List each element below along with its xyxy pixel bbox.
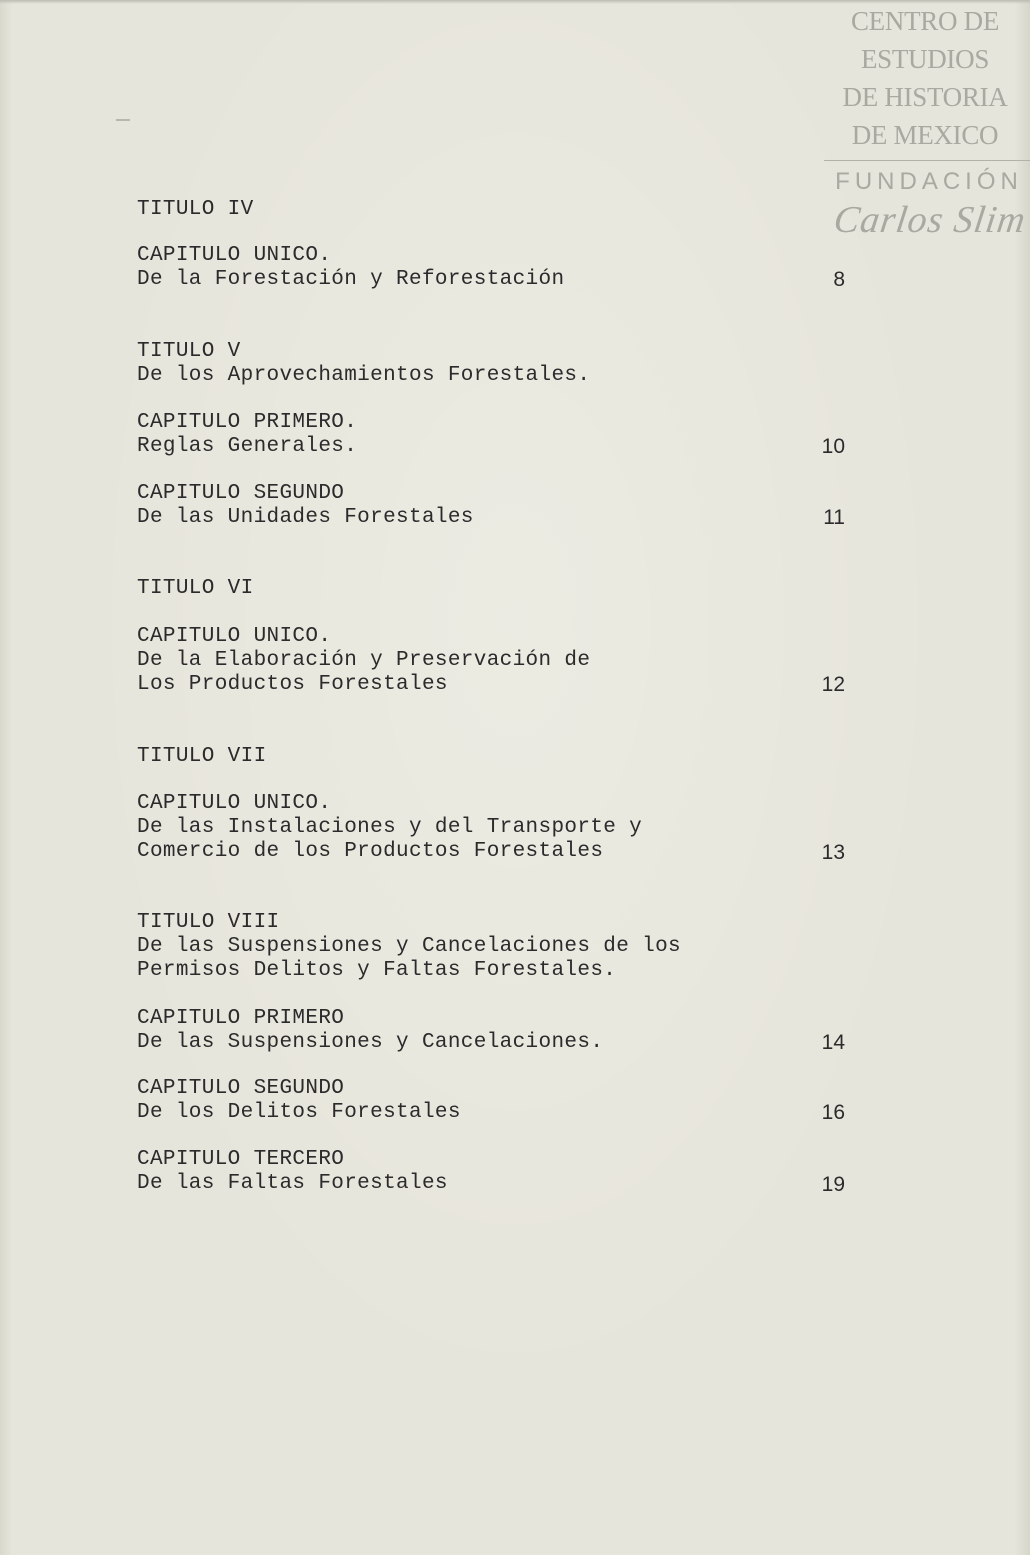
capitulo-text: Comercio de los Productos Forestales [137,840,604,863]
capitulo-text: Reglas Generales. [137,435,358,458]
titulo-heading: TITULO V [137,340,241,363]
watermark-signature: Carlos Slim [831,199,1029,241]
capitulo-label: CAPITULO PRIMERO [137,1007,345,1030]
page-number: 8 [833,268,845,291]
watermark-line: DE HISTORIA [842,82,1008,112]
capitulo-label: CAPITULO SEGUNDO [137,482,345,505]
page-number: 13 [821,841,845,864]
titulo-subtitle: Permisos Delitos y Faltas Forestales. [137,959,617,982]
capitulo-label: CAPITULO UNICO. [137,625,332,648]
capitulo-text: De las Suspensiones y Cancelaciones. [137,1031,604,1054]
capitulo-text: De las Faltas Forestales [137,1172,448,1195]
titulo-heading: TITULO VIII [137,911,280,934]
titulo-heading: TITULO VI [137,577,254,600]
titulo-heading: TITULO VII [137,745,267,768]
capitulo-text: De las Instalaciones y del Transporte y [137,816,643,839]
capitulo-text: De las Unidades Forestales [137,506,474,529]
page-number: 14 [821,1031,845,1054]
page-number: 11 [823,506,845,529]
page-number: 10 [821,435,845,458]
page-number: 12 [821,673,845,696]
capitulo-text: De los Delitos Forestales [137,1101,461,1124]
capitulo-text: De la Forestación y Reforestación [137,268,565,291]
page-number: 19 [821,1173,845,1196]
capitulo-label: CAPITULO SEGUNDO [137,1077,345,1100]
capitulo-label: CAPITULO PRIMERO. [137,411,358,434]
titulo-subtitle: De las Suspensiones y Cancelaciones de los [137,935,681,958]
watermark-line: DE MEXICO [851,120,999,150]
capitulo-text: De la Elaboración y Preservación de [137,649,591,672]
capitulo-label: CAPITULO TERCERO [137,1148,345,1171]
page-number: 16 [821,1101,845,1124]
watermark-line: ESTUDIOS [860,44,990,74]
watermark-line: CENTRO DE [850,6,1000,36]
capitulo-label: CAPITULO UNICO. [137,792,332,815]
watermark-fundacion: FUNDACIÓN [835,168,1023,195]
capitulo-label: CAPITULO UNICO. [137,244,332,267]
titulo-heading: TITULO IV [137,198,254,221]
titulo-subtitle: De los Aprovechamientos Forestales. [137,364,591,387]
capitulo-text: Los Productos Forestales [137,673,448,696]
